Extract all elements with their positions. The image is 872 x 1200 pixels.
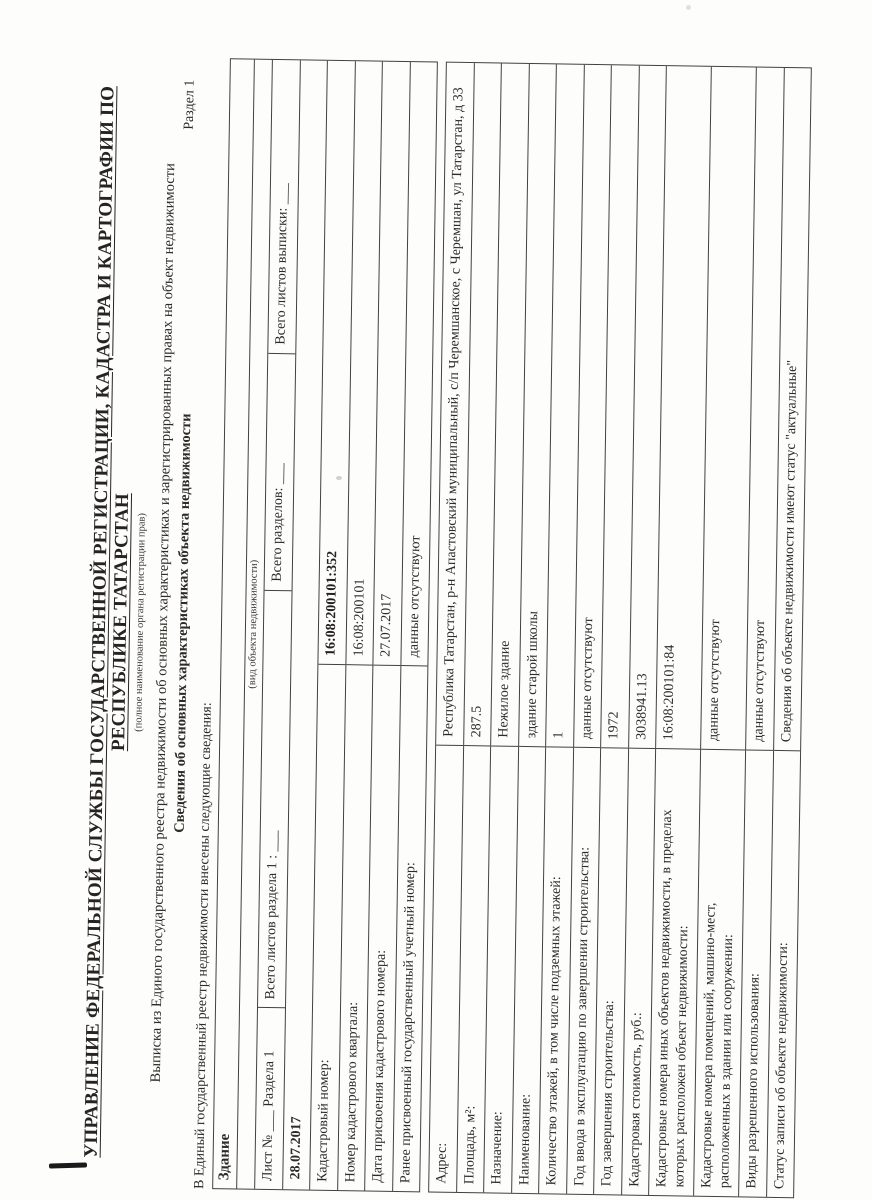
row-value: 16:08:200101:84 (657, 66, 712, 750)
egrn-extract-document (46, 54, 872, 1200)
row-label: Год ввода в эксплуатацию по завершении строительства: (572, 846, 593, 1187)
org-name-caption: (полное наименование органа регистрации прав) (132, 512, 148, 732)
row-label: Адрес: (434, 1142, 451, 1184)
row-label: Площадь, м²: (462, 1105, 479, 1185)
row-label: Наименование: (517, 1093, 534, 1186)
section-label: Раздел 1 (181, 79, 198, 130)
scan-artifact-speck (336, 476, 342, 480)
row-value: 16:08:200101:352 (319, 61, 355, 665)
row-value: здание старой школы (519, 64, 556, 747)
row-label: Дата присвоения кадастрового номера: (370, 949, 390, 1183)
intro-text: В Единый государственный реестр недвижимости внесены следующие сведения: (191, 702, 215, 1190)
row-value: данные отсутствуют (702, 67, 757, 751)
row-value: Нежилое здание (492, 64, 529, 747)
scan-artifact-dash (49, 1163, 87, 1169)
row-label: Номер кадастрового квартала: (343, 1001, 362, 1183)
sheets-in-section-cell: Всего листов раздела 1 : ___ (258, 591, 291, 1009)
scan-artifact-speck (686, 5, 691, 10)
row-value: 1972 (602, 65, 639, 748)
row-label: Виды разрешенного использования: (744, 973, 764, 1189)
row-value: 287.5 (464, 63, 501, 746)
object-type-caption: (вид объекта недвижимости) (247, 559, 261, 689)
row-label: Кадастровый номер: (315, 1059, 333, 1182)
document-subtitle: Сведения об основных характеристиках объекта недвижимости (171, 413, 194, 833)
row-label: Год завершения строительства: (599, 1000, 618, 1187)
row-value: Сведения об объекте недвижимости имеют статус "актуальные" (774, 68, 811, 751)
characteristics-table (429, 62, 813, 1199)
total-sections-cell: Всего разделов: ___ (265, 354, 295, 591)
row-label: Количество этажей, в том числе подземных этажей: (544, 876, 565, 1186)
row-label: Назначение: (489, 1111, 506, 1185)
row-label: Кадастровая стоимость, руб.: (627, 1012, 645, 1187)
row-value: данные отсутствуют (747, 68, 784, 751)
org-name-title: УПРАВЛЕНИЕ ФЕДЕРАЛЬНОЙ СЛУЖБЫ ГОСУДАРСТВЕННОЙ РЕГИСТРАЦИИ, КАДАСТРА И КАРТОГРАФИИ ПО РЕСПУБЛИКЕ ТАТАРСТАН (80, 85, 134, 1158)
total-sheets-cell: Всего листов выписки: ___ (269, 60, 300, 354)
row-value: данные отсутствуют (401, 62, 437, 666)
row-value: 16:08:200101 (346, 61, 382, 665)
row-value: 3038941.13 (629, 66, 666, 749)
row-label: Кадастровые номера помещений, машино-мест, расположенных в здании или сооружении: (699, 902, 737, 1189)
sheet-number-cell: Лист № ___ Раздела 1 (260, 1050, 278, 1182)
document-title: Выписка из Единого государственного реестра недвижимости об основных характеристиках и зарегистрированных правах на объект недвижимости (147, 163, 178, 1083)
row-value: данные отсутствуют (574, 65, 611, 748)
row-label: Ранее присвоенный государственный учетный номер: (398, 862, 419, 1184)
object-info-table (212, 58, 439, 1192)
row-value: Республика Татарстан, р-н Апастовский муниципальный, с/п Черемшанское, с Черемшан, ул Татарстан, д 33 (437, 63, 474, 746)
row-label: Кадастровые номера иных объектов недвижимости, в пределах которых расположен объект недвижимости: (654, 809, 692, 1188)
object-type: Здание (215, 1133, 233, 1181)
extract-date: 28.07.2017 (288, 1116, 305, 1180)
row-label: Статус записи об объекте недвижимости: (772, 942, 792, 1190)
row-value: 1 (547, 64, 584, 747)
row-value: 27.07.2017 (374, 62, 410, 666)
